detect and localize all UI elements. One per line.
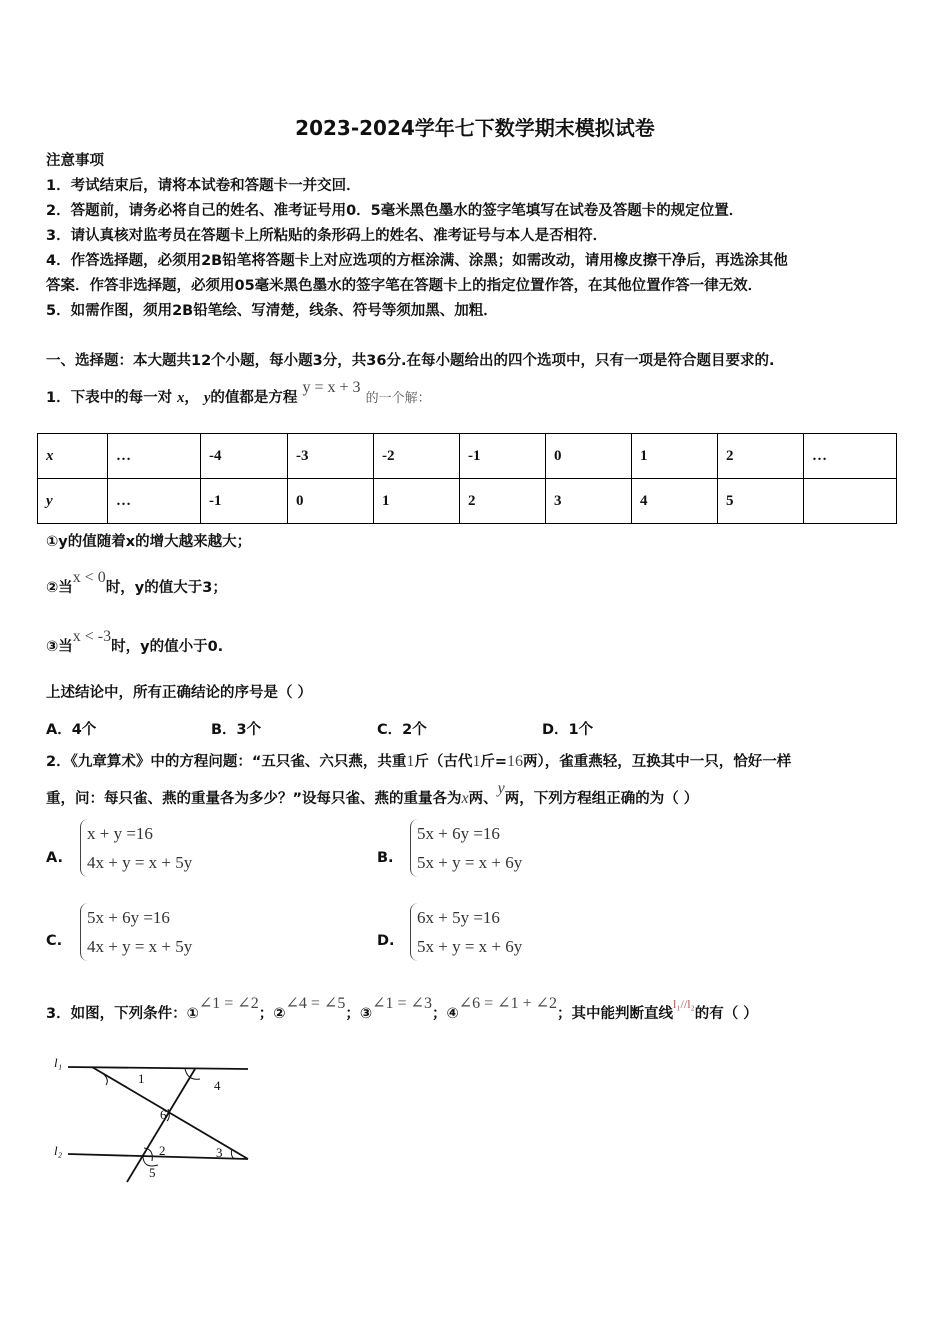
- q2-option-a-label[interactable]: A.: [46, 850, 63, 866]
- q3-text: ；④: [431, 1006, 459, 1022]
- table-cell: -4: [201, 434, 288, 479]
- equation: 5x + 6y =16: [417, 824, 500, 843]
- table-cell: 4: [632, 479, 718, 524]
- table-cell: x: [38, 434, 108, 479]
- q1-equation: y = x + 3: [302, 379, 361, 396]
- table-cell: [804, 479, 897, 524]
- notice-item: 2．答题前，请务必将自己的姓名、准考证号用0．5毫米黑色墨水的签字笔填写在试卷及答题卡的规定位置．: [46, 203, 744, 219]
- q1-text: 的一个解：: [365, 391, 431, 406]
- q3-text: ；③: [345, 1006, 373, 1022]
- label-angle-3: 3: [216, 1145, 223, 1160]
- q1-option-a[interactable]: A．4个: [46, 722, 97, 738]
- q1-text: 时，y的值大于3；: [105, 580, 227, 596]
- q2-text: 两，下列方程组正确的为（ ）: [504, 791, 699, 807]
- equation: 5x + y = x + 6y: [417, 853, 523, 872]
- q2-option-d-system[interactable]: [410, 903, 522, 961]
- notice-item: 5．如需作图，须用2B铅笔绘、写清楚，线条、符号等须加黑、加粗．: [46, 303, 498, 319]
- q3-lines: l₁//l₂: [673, 997, 695, 1011]
- table-cell: -2: [374, 434, 460, 479]
- q1-statement-1: ①y的值随着x的增大越来越大；: [46, 534, 252, 550]
- table-cell: -3: [288, 434, 374, 479]
- q3-condition: ∠4 = ∠5: [285, 995, 346, 1012]
- q1-text: 时，y的值小于0.: [111, 639, 224, 655]
- q3-condition: ∠1 = ∠3: [372, 995, 432, 1012]
- table-cell: y: [38, 479, 108, 524]
- q2-option-c-system[interactable]: [80, 903, 192, 961]
- label-l2: l₂: [54, 1143, 63, 1158]
- table-cell: 2: [718, 434, 804, 479]
- q3-text: 的有（ ）: [694, 1006, 758, 1022]
- q1-var-x: x: [177, 390, 185, 406]
- q2-line-1: [46, 752, 791, 772]
- q2-option-b-label[interactable]: B.: [377, 850, 394, 866]
- label-angle-4: 4: [214, 1078, 221, 1093]
- q1-text: 的值都是方程: [210, 390, 298, 406]
- q2-option-c-label[interactable]: C.: [46, 933, 63, 949]
- q3-condition: ∠1 = ∠2: [198, 995, 259, 1012]
- equation: 5x + 6y =16: [87, 908, 170, 927]
- table-cell: 3: [546, 479, 632, 524]
- q1-table: [37, 433, 897, 524]
- table-cell: 5: [718, 479, 804, 524]
- q1-statement-3: [46, 628, 224, 657]
- table-cell: …: [108, 434, 201, 479]
- q1-option-d[interactable]: D．1个: [542, 722, 594, 738]
- q1-comma: ，: [184, 390, 199, 406]
- q2-text: 斤=: [480, 754, 508, 770]
- table-cell: -1: [201, 479, 288, 524]
- table-row: [38, 479, 897, 524]
- table-row: [38, 434, 897, 479]
- table-cell: …: [804, 434, 897, 479]
- q1-option-b[interactable]: B．3个: [211, 722, 262, 738]
- q1-condition: x < 0: [72, 569, 106, 586]
- q2-var-y: y: [497, 780, 505, 797]
- q2-text: 斤（古代: [414, 754, 473, 770]
- equation: x + y =16: [87, 824, 153, 843]
- page-title: 2023-2024学年七下数学期末模拟试卷: [295, 116, 655, 140]
- label-l1: l₁: [54, 1055, 63, 1070]
- q2-option-b-system[interactable]: [410, 819, 522, 877]
- q2-var-x: x: [461, 790, 469, 807]
- q3-text: 3．如图，下列条件：①: [46, 1006, 199, 1022]
- table-cell: 1: [374, 479, 460, 524]
- q3-text: ；②: [258, 1006, 286, 1022]
- q1-statement-2: [46, 569, 227, 598]
- q3-figure: [40, 1045, 270, 1195]
- q1-option-c[interactable]: C．2个: [377, 722, 427, 738]
- table-cell: 0: [288, 479, 374, 524]
- q1-stem: [46, 379, 431, 409]
- q3-text: ；其中能判断直线: [557, 1006, 674, 1022]
- q2-text: 两），雀重燕轻，互换其中一只，恰好一样: [523, 754, 792, 770]
- label-angle-2: 2: [159, 1143, 166, 1158]
- q3-stem: [46, 995, 758, 1024]
- section-heading: 一、选择题：本大题共12个小题，每小题3分，共36分.在每小题给出的四个选项中，只有一项是符合题目要求的.: [46, 353, 775, 369]
- q2-option-a-system[interactable]: [80, 819, 192, 877]
- equation: 5x + y = x + 6y: [417, 937, 523, 956]
- q2-line-2: [46, 780, 699, 809]
- notice-item: 3．请认真核对监考员在答题卡上所粘贴的条形码上的姓名、准考证号与本人是否相符．: [46, 228, 608, 244]
- q2-text: 两、: [468, 791, 498, 807]
- table-cell: 0: [546, 434, 632, 479]
- label-angle-5: 5: [149, 1165, 156, 1180]
- q1-text: ②当: [46, 580, 73, 596]
- notice-item: 1．考试结束后，请将本试卷和答题卡一并交回．: [46, 178, 361, 194]
- q1-ask: 上述结论中，所有正确结论的序号是（ ）: [46, 685, 313, 701]
- q2-number: 1: [472, 753, 481, 770]
- notice-item: 4．作答选择题，必须用2B铅笔将答题卡上对应选项的方框涂满、涂黑；如需改动，请用橡皮擦干净后，再选涂其他: [46, 253, 788, 269]
- equation: 4x + y = x + 5y: [87, 937, 193, 956]
- q1-var-y: y: [203, 390, 211, 406]
- q3-condition: ∠6 = ∠1 + ∠2: [458, 995, 558, 1012]
- notice-item: 答案．作答非选择题，必须用05毫米黑色墨水的签字笔在答题卡上的指定位置作答，在其他位置作答一律无效．: [46, 278, 763, 294]
- table-cell: …: [108, 479, 201, 524]
- label-angle-6: 6: [160, 1107, 167, 1122]
- q2-number: 1: [406, 753, 415, 770]
- transversal-a: [92, 1067, 248, 1159]
- q2-text: 重，问：每只雀、燕的重量各为多少？”设每只雀、燕的重量各为: [46, 791, 462, 807]
- q2-text: 2．《九章算术》中的方程问题：“五只雀、六只燕，共重: [46, 754, 407, 770]
- table-cell: 1: [632, 434, 718, 479]
- q1-condition: x < -3: [72, 628, 112, 645]
- equation: 6x + 5y =16: [417, 908, 500, 927]
- notice-heading: 注意事项: [46, 153, 104, 169]
- q1-text: 1．下表中的每一对: [46, 390, 173, 406]
- label-angle-1: 1: [138, 1071, 145, 1086]
- q1-text: ③当: [46, 639, 73, 655]
- q2-option-d-label[interactable]: D.: [377, 933, 395, 949]
- equation: 4x + y = x + 5y: [87, 853, 193, 872]
- table-cell: 2: [460, 479, 546, 524]
- q2-number: 16: [507, 753, 524, 770]
- table-cell: -1: [460, 434, 546, 479]
